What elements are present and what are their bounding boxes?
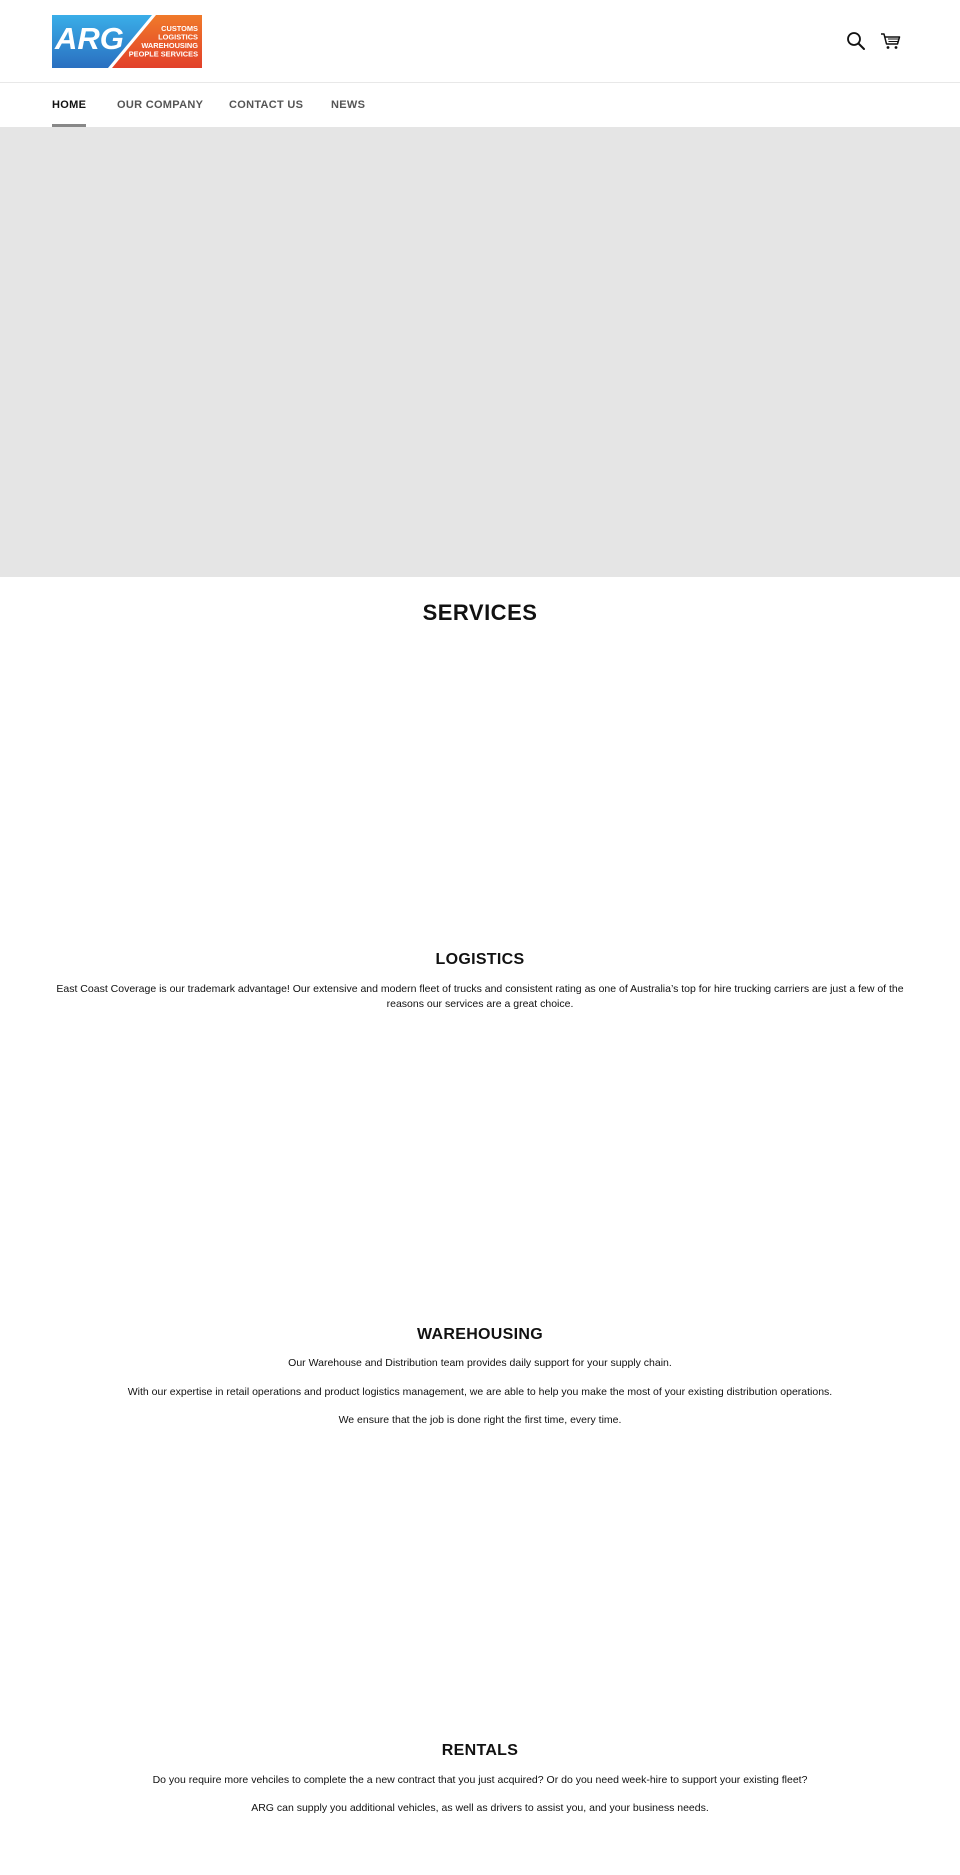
rentals-heading: RENTALS (441, 1742, 519, 1759)
warehousing-paragraph: We ensure that the job is done right the first time, every time. (338, 1414, 622, 1426)
rentals-paragraph: ARG can supply you additional vehicles, as well as drivers to assist you, and your business needs. (251, 1802, 709, 1814)
arg-logo-image (52, 15, 202, 68)
logo-tagline-customs: CUSTOMS (161, 24, 198, 33)
search-button[interactable] (844, 29, 868, 53)
nav-item-home[interactable]: HOME (52, 84, 86, 127)
warehousing-heading: WAREHOUSING (417, 1326, 543, 1343)
nav-item-our-company[interactable]: OUR COMPANY (117, 99, 204, 111)
cart-button[interactable] (879, 29, 903, 53)
main-nav (0, 84, 960, 127)
rentals-paragraph: Do you require more vehciles to complete the a new contract that you just acquired? Or do you need week-hire to support your existing fleet? (152, 1774, 808, 1786)
warehousing-paragraph: With our expertise in retail operations and product logistics management, we are able to help you make the most of your existing distribution operations. (127, 1386, 833, 1398)
hero-banner (0, 127, 960, 577)
logo-tagline-warehousing: WAREHOUSING (141, 41, 198, 50)
search-icon (844, 29, 868, 53)
site-header (0, 0, 960, 83)
site-logo[interactable] (52, 15, 202, 68)
warehousing-paragraph: Our Warehouse and Distribution team provides daily support for your supply chain. (288, 1357, 672, 1369)
logistics-description: East Coast Coverage is our trademark advantage! Our extensive and modern fleet of trucks and consistent rating as one of Australia’s top for hire trucking carriers are just a few of the reasons our services are a great choice. (56, 983, 904, 1010)
services-heading: SERVICES (422, 600, 538, 625)
cart-icon (879, 29, 903, 53)
logistics-heading: LOGISTICS (435, 951, 525, 968)
nav-item-contact-us[interactable]: CONTACT US (229, 99, 304, 111)
logo-tagline-people-services: PEOPLE SERVICES (128, 49, 198, 59)
logo-brand-text: ARG (55, 21, 124, 56)
logo-tagline-logistics: LOGISTICS (158, 32, 198, 42)
nav-item-news[interactable]: NEWS (331, 99, 366, 111)
